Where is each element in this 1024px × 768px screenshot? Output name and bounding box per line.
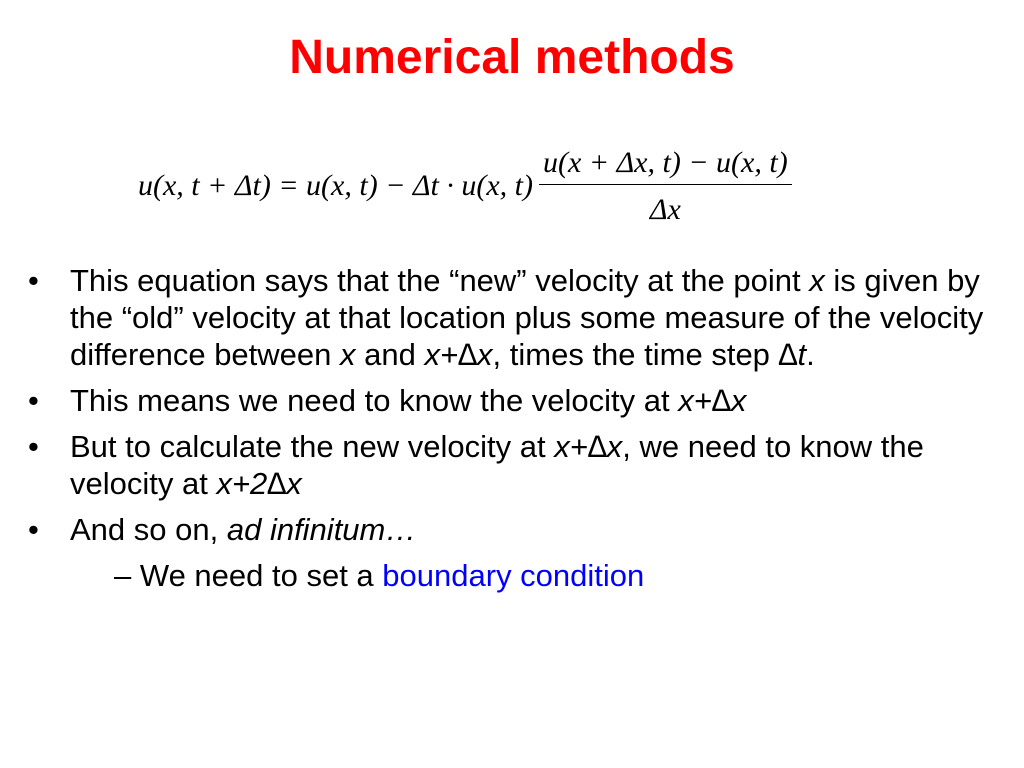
bullet-text: But to calculate the new velocity at	[70, 429, 555, 464]
bullet-item-3	[28, 428, 988, 502]
bullet-text-italic: ad infinitum…	[226, 512, 417, 547]
bullet-text-italic: x+∆x	[424, 337, 493, 372]
bullet-text-italic: x	[340, 337, 356, 372]
equation-numerator: u(x + Δx, t) − u(x, t)	[543, 145, 788, 179]
sub-bullet-dash: –	[114, 558, 132, 593]
bullet-text-italic: x+∆x	[678, 383, 747, 418]
bullet-item-1	[28, 262, 988, 373]
bullet-text: is given by the “old” velocity at that location plus some measure of the velocity difference between	[70, 263, 984, 372]
bullet-text: This means we need to know the velocity at	[70, 383, 679, 418]
bullet-text: , we need to know the velocity at	[70, 429, 924, 501]
sub-bullet-item	[28, 557, 988, 594]
bullet-glyph: •	[28, 512, 39, 547]
bullet-glyph: •	[28, 429, 39, 464]
bullet-text: , times the time step	[492, 337, 779, 372]
sub-bullet-text: We need to set a	[139, 558, 383, 593]
bullet-text-italic: x+∆x	[554, 429, 623, 464]
equation	[138, 138, 792, 234]
bullet-glyph: •	[28, 383, 39, 418]
bullet-text: And so on,	[70, 512, 227, 547]
equation-denominator: Δx	[649, 192, 681, 226]
bullet-item-4	[28, 511, 988, 548]
boundary-condition-link[interactable]: boundary condition	[382, 558, 645, 593]
bullet-text: .	[806, 337, 815, 372]
bullet-text-italic: x	[809, 263, 825, 298]
bullet-item-2	[28, 382, 988, 419]
bullet-text: This equation says that the “new” velocity at the point	[70, 263, 810, 298]
bullet-glyph: •	[28, 263, 39, 298]
slide-title: Numerical methods	[289, 31, 735, 84]
equation-lhs: u(x, t + Δt) = u(x, t) − Δt · u(x, t)	[138, 169, 534, 202]
equation-fraction	[539, 146, 792, 227]
bullet-text: and	[355, 337, 425, 372]
bullet-text-italic: x+2∆x	[216, 466, 302, 501]
bullet-list	[28, 262, 988, 594]
bullet-text-italic: ∆t	[778, 337, 807, 372]
